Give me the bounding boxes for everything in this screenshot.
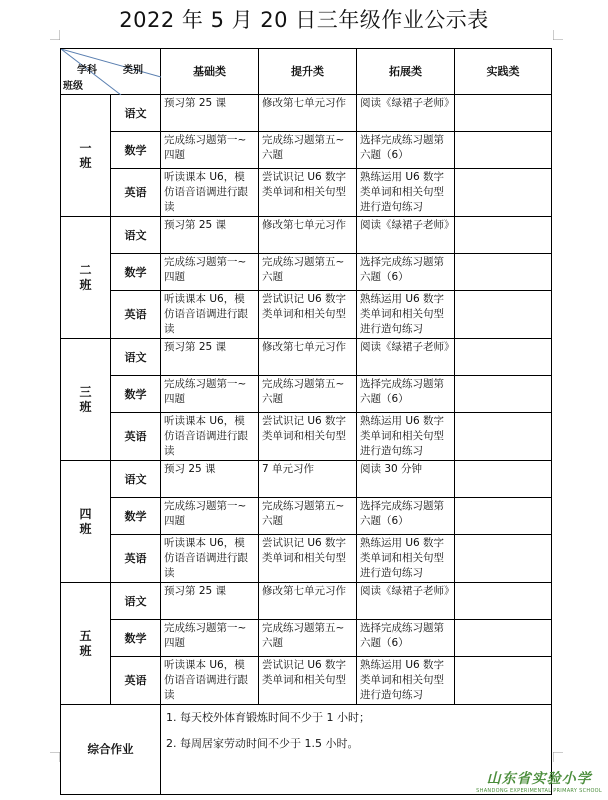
basic-cell: 听读课本 U6，模仿语音语调进行跟读 — [161, 413, 259, 461]
table-row — [61, 339, 552, 376]
extend-cell: 阅读《绿裙子老师》 — [357, 217, 455, 254]
table-row — [61, 620, 552, 657]
corner-class-label: 班级 — [63, 81, 83, 92]
crop-mark-bottom-left — [50, 752, 60, 762]
extend-cell: 选择完成练习题第六题（6） — [357, 498, 455, 535]
practice-cell — [455, 376, 552, 413]
basic-cell: 预习 25 课 — [161, 461, 259, 498]
table-row — [61, 254, 552, 291]
seal-name-en: SHANDONG EXPERIMENTAL PRIMARY SCHOOL — [476, 788, 602, 794]
practice-cell — [455, 339, 552, 376]
extend-cell: 熟练运用 U6 数字类单词和相关句型进行造句练习 — [357, 535, 455, 583]
subject-cell: 语文 — [111, 95, 161, 132]
table-row — [61, 376, 552, 413]
corner-category-label: 类别 — [123, 65, 143, 76]
header-corner-cell — [61, 49, 161, 95]
extend-cell: 阅读《绿裙子老师》 — [357, 339, 455, 376]
table-row — [61, 95, 552, 132]
subject-cell: 数学 — [111, 376, 161, 413]
school-seal-logo — [476, 768, 602, 794]
class-name-line2: 班 — [79, 399, 92, 414]
crop-mark-top-left — [50, 30, 60, 40]
basic-cell: 预习第 25 课 — [161, 217, 259, 254]
extend-cell: 阅读《绿裙子老师》 — [357, 583, 455, 620]
practice-cell — [455, 583, 552, 620]
class-name-line2: 班 — [79, 521, 92, 536]
basic-cell: 完成练习题第一~四题 — [161, 498, 259, 535]
subject-cell: 数学 — [111, 132, 161, 169]
practice-cell — [455, 461, 552, 498]
extend-cell: 熟练运用 U6 数字类单词和相关句型进行造句练习 — [357, 657, 455, 705]
basic-cell: 完成练习题第一~四题 — [161, 376, 259, 413]
improve-cell: 7 单元习作 — [259, 461, 357, 498]
practice-cell — [455, 132, 552, 169]
class-name-line1: 三 — [79, 384, 92, 399]
summary-label: 综合作业 — [61, 705, 161, 795]
subject-cell: 英语 — [111, 535, 161, 583]
practice-cell — [455, 620, 552, 657]
class-name-cell — [61, 217, 111, 339]
table-row — [61, 498, 552, 535]
class-name-cell — [61, 95, 111, 217]
practice-cell — [455, 657, 552, 705]
basic-cell: 完成练习题第一~四题 — [161, 620, 259, 657]
crop-mark-top-right — [553, 30, 563, 40]
class-name-line1: 四 — [79, 506, 92, 521]
class-name-line2: 班 — [79, 277, 92, 292]
class-name-cell — [61, 583, 111, 705]
summary-item-2: 2. 每周居家劳动时间不少于 1.5 小时。 — [166, 737, 359, 750]
subject-cell: 语文 — [111, 217, 161, 254]
class-name-line1: 二 — [79, 262, 92, 277]
table-row — [61, 583, 552, 620]
extend-cell: 阅读 30 分钟 — [357, 461, 455, 498]
extend-cell: 阅读《绿裙子老师》 — [357, 95, 455, 132]
col-header-basic: 基础类 — [161, 49, 259, 95]
class-name-line2: 班 — [79, 155, 92, 170]
table-row — [61, 132, 552, 169]
extend-cell: 熟练运用 U6 数字类单词和相关句型进行造句练习 — [357, 413, 455, 461]
improve-cell: 尝试识记 U6 数字类单词和相关句型 — [259, 169, 357, 217]
homework-table — [60, 48, 552, 795]
class-name-line1: 五 — [79, 628, 92, 643]
class-name-line2: 班 — [79, 643, 92, 658]
subject-cell: 语文 — [111, 461, 161, 498]
subject-cell: 英语 — [111, 169, 161, 217]
subject-cell: 语文 — [111, 583, 161, 620]
improve-cell: 修改第七单元习作 — [259, 217, 357, 254]
subject-cell: 英语 — [111, 413, 161, 461]
basic-cell: 预习第 25 课 — [161, 339, 259, 376]
class-name-line1: 一 — [79, 140, 92, 155]
extend-cell: 熟练运用 U6 数字类单词和相关句型进行造句练习 — [357, 291, 455, 339]
improve-cell: 完成练习题第五~六题 — [259, 376, 357, 413]
basic-cell: 听读课本 U6，模仿语音语调进行跟读 — [161, 169, 259, 217]
improve-cell: 尝试识记 U6 数字类单词和相关句型 — [259, 413, 357, 461]
improve-cell: 尝试识记 U6 数字类单词和相关句型 — [259, 535, 357, 583]
col-header-improve: 提升类 — [259, 49, 357, 95]
improve-cell: 完成练习题第五~六题 — [259, 132, 357, 169]
corner-subject-label: 学科 — [77, 65, 97, 76]
basic-cell: 预习第 25 课 — [161, 95, 259, 132]
extend-cell: 选择完成练习题第六题（6） — [357, 376, 455, 413]
practice-cell — [455, 291, 552, 339]
class-name-cell — [61, 461, 111, 583]
basic-cell: 预习第 25 课 — [161, 583, 259, 620]
table-row — [61, 461, 552, 498]
crop-mark-bottom-right — [553, 752, 563, 762]
practice-cell — [455, 169, 552, 217]
basic-cell: 听读课本 U6，模仿语音语调进行跟读 — [161, 657, 259, 705]
col-header-extend: 拓展类 — [357, 49, 455, 95]
extend-cell: 熟练运用 U6 数字类单词和相关句型进行造句练习 — [357, 169, 455, 217]
header-row — [61, 49, 552, 95]
table-row — [61, 413, 552, 461]
summary-item-1: 1. 每天校外体育锻炼时间不少于 1 小时； — [166, 711, 370, 724]
improve-cell: 修改第七单元习作 — [259, 95, 357, 132]
table-row — [61, 657, 552, 705]
extend-cell: 选择完成练习题第六题（6） — [357, 132, 455, 169]
improve-cell: 完成练习题第五~六题 — [259, 254, 357, 291]
improve-cell: 完成练习题第五~六题 — [259, 620, 357, 657]
subject-cell: 数学 — [111, 254, 161, 291]
improve-cell: 完成练习题第五~六题 — [259, 498, 357, 535]
practice-cell — [455, 254, 552, 291]
subject-cell: 英语 — [111, 657, 161, 705]
practice-cell — [455, 413, 552, 461]
page-title: 2022 年 5 月 20 日三年级作业公示表 — [119, 8, 489, 32]
subject-cell: 英语 — [111, 291, 161, 339]
practice-cell — [455, 217, 552, 254]
extend-cell: 选择完成练习题第六题（6） — [357, 620, 455, 657]
improve-cell: 尝试识记 U6 数字类单词和相关句型 — [259, 657, 357, 705]
basic-cell: 听读课本 U6，模仿语音语调进行跟读 — [161, 535, 259, 583]
table-row — [61, 217, 552, 254]
extend-cell: 选择完成练习题第六题（6） — [357, 254, 455, 291]
basic-cell: 完成练习题第一~四题 — [161, 254, 259, 291]
practice-cell — [455, 95, 552, 132]
table-row — [61, 291, 552, 339]
improve-cell: 尝试识记 U6 数字类单词和相关句型 — [259, 291, 357, 339]
class-name-cell — [61, 339, 111, 461]
improve-cell: 修改第七单元习作 — [259, 583, 357, 620]
subject-cell: 数学 — [111, 620, 161, 657]
table-row — [61, 169, 552, 217]
subject-cell: 语文 — [111, 339, 161, 376]
improve-cell: 修改第七单元习作 — [259, 339, 357, 376]
practice-cell — [455, 535, 552, 583]
seal-name-cn: 山东省实验小学 — [486, 771, 592, 787]
table-row — [61, 535, 552, 583]
practice-cell — [455, 498, 552, 535]
subject-cell: 数学 — [111, 498, 161, 535]
basic-cell: 完成练习题第一~四题 — [161, 132, 259, 169]
col-header-practice: 实践类 — [455, 49, 552, 95]
basic-cell: 听读课本 U6，模仿语音语调进行跟读 — [161, 291, 259, 339]
